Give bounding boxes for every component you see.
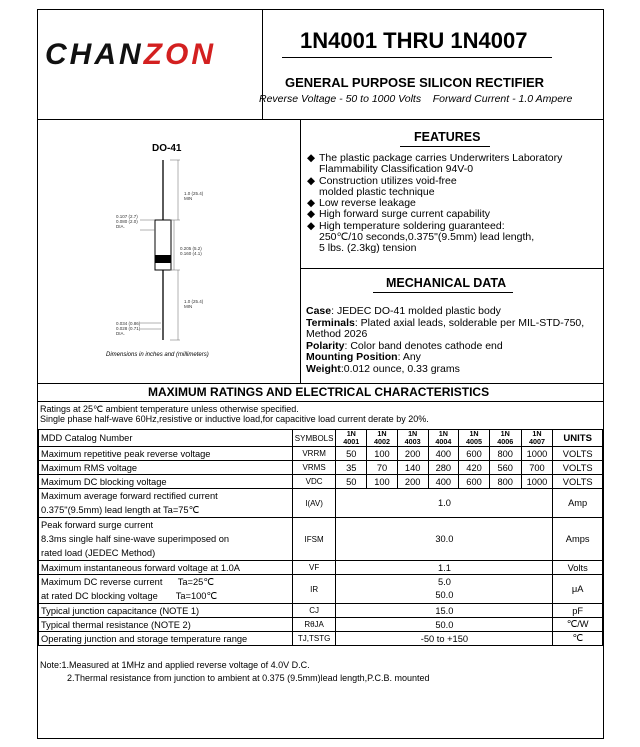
row-value: 100 xyxy=(367,447,398,461)
row-value: 800 xyxy=(489,447,521,461)
part-header: 1N 4001 xyxy=(336,430,367,447)
table-header-row xyxy=(39,430,603,447)
row-unit: Amps xyxy=(553,518,603,561)
feature-item: ◆ Construction utilizes void-free xyxy=(307,174,457,187)
features-list xyxy=(306,153,601,255)
table-row xyxy=(39,604,603,618)
row-value: 50 xyxy=(336,475,367,489)
table-row xyxy=(39,475,603,489)
row-value: 1.0 xyxy=(336,489,553,518)
ratings-top-rule xyxy=(37,383,604,384)
symbols-header: SYMBOLS xyxy=(292,430,336,447)
mech-line: Mounting Position: Any xyxy=(306,351,421,364)
row-symbol: VRMS xyxy=(292,461,336,475)
ratings-conditions: Ratings at 25℃ ambient temperature unless otherwise specified. Single phase half-wave 60Hz,resistive or inductive load,for capacitive load current derate by 20%. xyxy=(40,404,429,424)
row-value: 700 xyxy=(521,461,553,475)
mech-line: Case: JEDEC DO-41 molded plastic body xyxy=(306,305,501,317)
feature-item: ◆ High forward surge current capability xyxy=(307,208,490,221)
table-row xyxy=(39,575,603,604)
row-unit: VOLTS xyxy=(553,475,603,489)
row-value: 400 xyxy=(428,447,459,461)
row-value: 70 xyxy=(367,461,398,475)
row-value: 200 xyxy=(397,475,428,489)
row-unit: VOLTS xyxy=(553,461,603,475)
row-unit: ℃ xyxy=(553,632,603,646)
row-param: Peak forward surge current 8.3ms single half sine-wave superimposed on rated load (JEDEC Method) xyxy=(39,518,293,561)
row-param: Typical junction capacitance (NOTE 1) xyxy=(39,604,293,618)
part-header: 1N 4004 xyxy=(428,430,459,447)
row-param: Maximum average forward rectified current 0.375"(9.5mm) lead length at Ta=75℃ xyxy=(39,489,293,518)
row-value: 280 xyxy=(428,461,459,475)
row-value: 30.0 xyxy=(336,518,553,561)
table-row xyxy=(39,618,603,632)
dim-label: 0.205 (5.2) 0.160 (4.1) xyxy=(180,246,202,256)
dim-label: 1.0 (25.4) MIN xyxy=(184,191,204,201)
row-symbol: IFSM xyxy=(292,518,336,561)
row-value: 50.0 xyxy=(336,618,553,632)
mech-line: Method 2026 xyxy=(306,328,368,341)
mechanical-underline xyxy=(373,292,513,293)
row-value: 560 xyxy=(489,461,521,475)
part-header: 1N 4007 xyxy=(521,430,553,447)
row-unit: pF xyxy=(553,604,603,618)
part-header: 1N 4002 xyxy=(367,430,398,447)
row-value: 400 xyxy=(428,475,459,489)
row-symbol: IR xyxy=(292,575,336,604)
row-value: 140 xyxy=(397,461,428,475)
row-symbol: VF xyxy=(292,561,336,575)
row-value: -50 to +150 xyxy=(336,632,553,646)
row-param: Maximum repetitive peak reverse voltage xyxy=(39,447,293,461)
package-name: DO-41 xyxy=(152,143,182,154)
title-underline xyxy=(282,57,552,58)
row-symbol: I(AV) xyxy=(292,489,336,518)
feature-item: ◆ Low reverse leakage xyxy=(307,197,416,210)
dim-label: 0.034 (0.86) 0.028 (0.71) DIA. xyxy=(116,321,141,336)
row-value: 5.0 50.0 xyxy=(336,575,553,604)
ratings-table xyxy=(38,429,603,646)
feature-item: ◆ High temperature soldering guaranteed: xyxy=(307,219,505,232)
part-header: 1N 4005 xyxy=(459,430,490,447)
features-heading: FEATURES xyxy=(414,130,481,144)
feature-item: ◆ The plastic package carries Underwriters Laboratory xyxy=(307,152,563,164)
mech-line: Polarity: Color band denotes cathode end xyxy=(306,339,503,352)
footnote-1: Note:1.Measured at 1MHz and applied reverse voltage of 4.0V D.C. xyxy=(40,660,310,670)
row-symbol: CJ xyxy=(292,604,336,618)
row-param: Maximum RMS voltage xyxy=(39,461,293,475)
feature-item: 5 lbs. (2.3kg) tension xyxy=(319,242,417,255)
row-unit: VOLTS xyxy=(553,447,603,461)
row-value: 1.1 xyxy=(336,561,553,575)
row-param: Maximum instantaneous forward voltage at 1.0A xyxy=(39,561,293,575)
subtitle: GENERAL PURPOSE SILICON RECTIFIER xyxy=(285,75,545,90)
row-param: Maximum DC blocking voltage xyxy=(39,475,293,489)
row-unit: Volts xyxy=(553,561,603,575)
features-underline xyxy=(400,146,490,147)
table-row xyxy=(39,632,603,646)
row-value: 200 xyxy=(397,447,428,461)
row-value: 800 xyxy=(489,475,521,489)
row-value: 1000 xyxy=(521,475,553,489)
row-unit: ℃/W xyxy=(553,618,603,632)
table-row xyxy=(39,489,603,518)
footnote-2: 2.Thermal resistance from junction to ambient at 0.375 (9.5mm)lead length,P.C.B. mounted xyxy=(67,673,430,683)
row-value: 600 xyxy=(459,475,490,489)
company-logo: CHANZON xyxy=(45,38,216,71)
dimension-note: Dimensions in inches and (millimeters) xyxy=(106,352,209,358)
feature-item: Flammability Classification 94V-0 xyxy=(319,163,474,176)
row-symbol: TJ,TSTG xyxy=(292,632,336,646)
table-row xyxy=(39,461,603,475)
row-value: 35 xyxy=(336,461,367,475)
feature-item: 250℃/10 seconds,0.375"(9.5mm) lead length, xyxy=(319,231,535,244)
param-header: MDD Catalog Number xyxy=(39,430,293,447)
dim-label: 1.0 (25.4) MIN xyxy=(184,299,204,309)
dim-label: 0.107 (2.7) 0.080 (2.0) DIA. xyxy=(116,214,138,229)
footnotes xyxy=(40,659,430,685)
row-symbol: VRRM xyxy=(292,447,336,461)
mechanical-data xyxy=(306,306,601,376)
package-divider xyxy=(300,119,301,383)
features-bottom-rule xyxy=(300,268,604,269)
ratings-heading: MAXIMUM RATINGS AND ELECTRICAL CHARACTERISTICS xyxy=(148,385,490,399)
units-header: UNITS xyxy=(553,430,603,447)
row-value: 100 xyxy=(367,475,398,489)
mech-line: Weight:0.012 ounce, 0.33 grams xyxy=(306,362,460,375)
row-symbol: VDC xyxy=(292,475,336,489)
header-bottom-rule xyxy=(37,119,604,120)
row-value: 1000 xyxy=(521,447,553,461)
table-row xyxy=(39,518,603,561)
row-unit: μA xyxy=(553,575,603,604)
row-param: Typical thermal resistance (NOTE 2) xyxy=(39,618,293,632)
row-value: 420 xyxy=(459,461,490,475)
row-unit: Amp xyxy=(553,489,603,518)
mechanical-heading: MECHANICAL DATA xyxy=(386,276,507,290)
row-param: Operating junction and storage temperature range xyxy=(39,632,293,646)
table-row xyxy=(39,447,603,461)
row-value: 50 xyxy=(336,447,367,461)
part-header: 1N 4006 xyxy=(489,430,521,447)
table-row xyxy=(39,561,603,575)
row-value: 600 xyxy=(459,447,490,461)
row-value: 15.0 xyxy=(336,604,553,618)
specs-line: Reverse Voltage - 50 to 1000 Volts Forward Current - 1.0 Ampere xyxy=(259,93,573,105)
row-param: Maximum DC reverse current Ta=25℃ at rated DC blocking voltage Ta=100℃ xyxy=(39,575,293,604)
mech-line: Terminals: Plated axial leads, solderable per MIL-STD-750, xyxy=(306,316,585,329)
part-title: 1N4001 THRU 1N4007 xyxy=(300,28,528,53)
ratings-title-rule xyxy=(37,401,604,402)
row-symbol: RθJA xyxy=(292,618,336,632)
part-header: 1N 4003 xyxy=(397,430,428,447)
feature-item: molded plastic technique xyxy=(319,185,435,198)
